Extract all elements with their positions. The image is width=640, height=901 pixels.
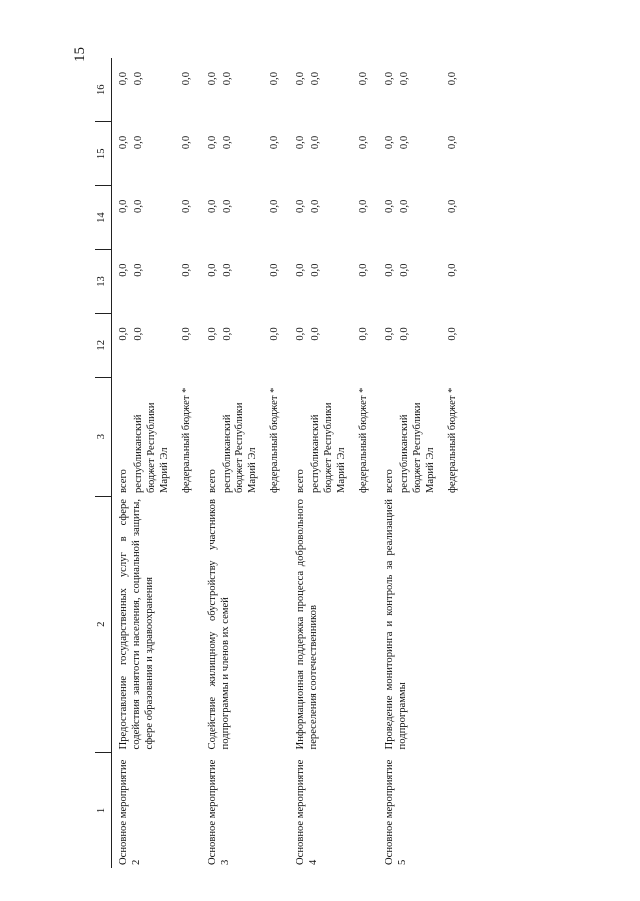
page-number: 15 — [72, 47, 88, 62]
value-cell: 0,0 — [398, 199, 410, 213]
funding-source: всего — [206, 469, 218, 494]
value-cell: 0,0 — [398, 135, 410, 150]
value-cell: 0,0 — [206, 327, 218, 341]
value-cell: 0,0 — [118, 135, 129, 150]
value-cell: 0,0 — [180, 327, 192, 341]
value-cell: 0,0 — [180, 199, 192, 213]
funding-source: федеральный бюджет * — [180, 387, 192, 494]
table-row — [201, 58, 221, 868]
value-cell: 0,0 — [118, 327, 129, 341]
budget-table — [95, 58, 466, 868]
value-cell: 0,0 — [357, 263, 369, 277]
value-cell: 0,0 — [383, 135, 395, 150]
value-cell: 0,0 — [221, 263, 233, 277]
value-cell: 0,0 — [398, 327, 410, 341]
value-cell: 0,0 — [221, 135, 233, 150]
value-cell: 0,0 — [383, 327, 395, 341]
funding-source: федеральный бюджет * — [269, 387, 281, 494]
value-cell: 0,0 — [295, 199, 307, 213]
header-cell: 1 — [95, 752, 112, 868]
activity-description: Проведение мониторинга и контроль за реализацией подпрограммы — [383, 499, 408, 750]
value-cell: 0,0 — [446, 199, 458, 213]
value-cell: 0,0 — [357, 72, 369, 86]
activity-description: Информационная поддержка процесса добровольного переселения соотечественников — [295, 499, 320, 750]
value-cell: 0,0 — [269, 72, 281, 86]
funding-source: республиканский бюджет Республики Марий Эл — [132, 402, 170, 494]
value-cell: 0,0 — [180, 263, 192, 277]
value-cell: 0,0 — [398, 263, 410, 277]
value-cell: 0,0 — [357, 135, 369, 150]
value-cell: 0,0 — [269, 199, 281, 213]
header-cell: 16 — [95, 58, 112, 122]
value-cell: 0,0 — [269, 327, 281, 341]
value-cell: 0,0 — [295, 327, 307, 341]
table-row — [112, 58, 132, 868]
value-cell: 0,0 — [269, 263, 281, 277]
activity-description: Предоставление государственных услуг в сфере содействия занятости населения, социальной защиты, сфере образования и здравоохранения — [118, 499, 155, 750]
activity-name: Основное мероприятие 5 — [383, 759, 408, 865]
value-cell: 0,0 — [206, 199, 218, 213]
value-cell: 0,0 — [310, 72, 322, 86]
value-cell: 0,0 — [132, 199, 144, 213]
value-cell: 0,0 — [180, 135, 192, 150]
header-cell: 12 — [95, 313, 112, 377]
group-spacer — [460, 58, 466, 868]
header-cell: 13 — [95, 250, 112, 314]
funding-source: республиканский бюджет Республики Марий Эл — [221, 402, 259, 494]
value-cell: 0,0 — [310, 135, 322, 150]
value-cell: 0,0 — [383, 263, 395, 277]
table-row — [289, 58, 309, 868]
funding-source: всего — [383, 469, 395, 494]
table-body — [112, 58, 467, 868]
value-cell: 0,0 — [206, 72, 218, 86]
value-cell: 0,0 — [383, 199, 395, 213]
value-cell: 0,0 — [132, 327, 144, 341]
funding-source: республиканский бюджет Республики Марий Эл — [398, 402, 436, 494]
value-cell: 0,0 — [118, 199, 129, 213]
value-cell: 0,0 — [206, 263, 218, 277]
value-cell: 0,0 — [180, 72, 192, 86]
activity-description: Содействие жилищному обустройству участников подпрограммы и членов их семей — [206, 499, 231, 750]
value-cell: 0,0 — [357, 327, 369, 341]
activity-name: Основное мероприятие 2 — [118, 759, 142, 865]
value-cell: 0,0 — [295, 263, 307, 277]
value-cell: 0,0 — [383, 72, 395, 86]
value-cell: 0,0 — [398, 72, 410, 86]
value-cell: 0,0 — [221, 72, 233, 86]
value-cell: 0,0 — [221, 199, 233, 213]
value-cell: 0,0 — [295, 135, 307, 150]
value-cell: 0,0 — [206, 135, 218, 150]
value-cell: 0,0 — [357, 199, 369, 213]
spacer-cell — [460, 58, 466, 868]
value-cell: 0,0 — [269, 135, 281, 150]
activity-name: Основное мероприятие 4 — [295, 759, 320, 865]
value-cell: 0,0 — [446, 327, 458, 341]
value-cell: 0,0 — [132, 263, 144, 277]
header-cell: 15 — [95, 122, 112, 186]
header-cell: 3 — [95, 377, 112, 496]
value-cell: 0,0 — [295, 72, 307, 86]
activity-name: Основное мероприятие 3 — [206, 759, 231, 865]
value-cell: 0,0 — [310, 263, 322, 277]
header-cell: 2 — [95, 496, 112, 752]
header-cell: 14 — [95, 186, 112, 250]
value-cell: 0,0 — [118, 263, 129, 277]
funding-source: федеральный бюджет * — [446, 387, 458, 494]
value-cell: 0,0 — [132, 135, 144, 150]
funding-source: федеральный бюджет * — [357, 387, 369, 494]
funding-source: всего — [118, 469, 129, 494]
value-cell: 0,0 — [132, 72, 144, 86]
header-row — [95, 58, 112, 868]
funding-source: всего — [295, 469, 307, 494]
table-row — [378, 58, 398, 868]
value-cell: 0,0 — [446, 135, 458, 150]
value-cell: 0,0 — [221, 327, 233, 341]
value-cell: 0,0 — [118, 72, 129, 86]
rotated-table-container — [95, 58, 540, 868]
value-cell: 0,0 — [310, 199, 322, 213]
funding-source: республиканский бюджет Республики Марий Эл — [310, 402, 347, 494]
value-cell: 0,0 — [446, 72, 458, 86]
value-cell: 0,0 — [446, 263, 458, 277]
value-cell: 0,0 — [310, 327, 322, 341]
